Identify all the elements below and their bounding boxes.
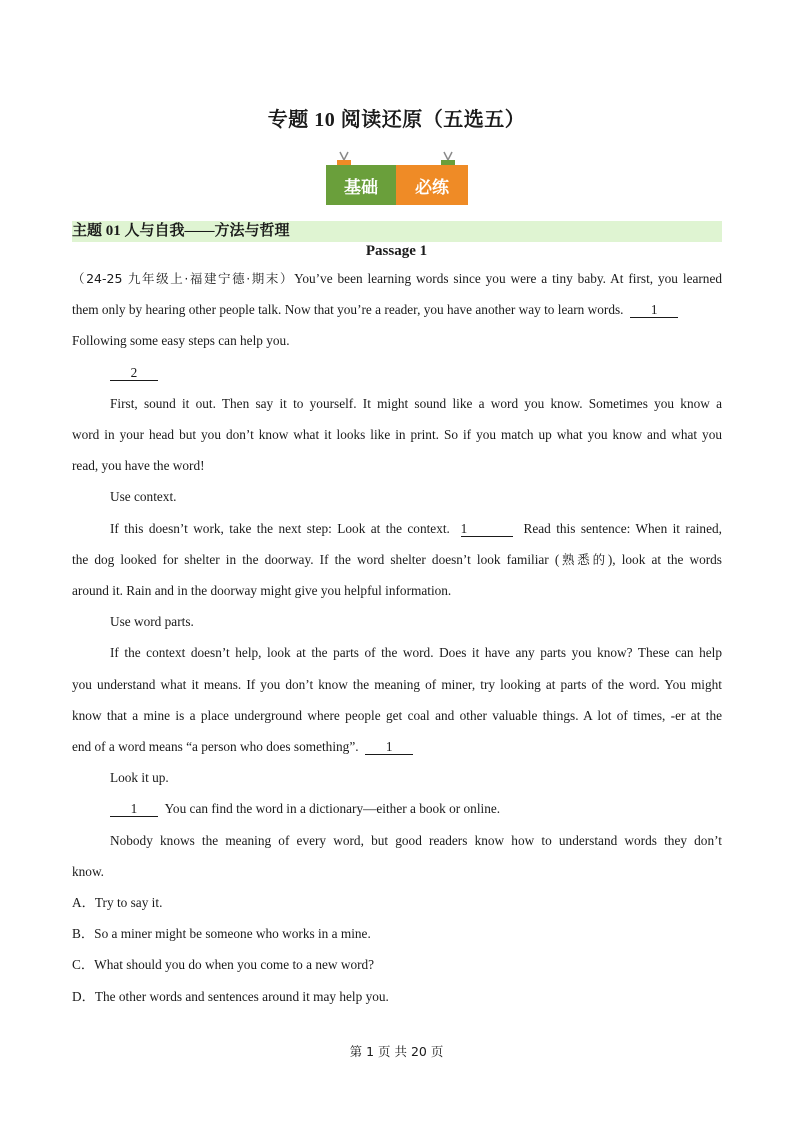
paragraph-line: If the context doesn’t help, look at the parts of the word. Does it have any parts you know? These can help xyxy=(110,645,722,660)
passage-title: Passage 1 xyxy=(365,243,428,259)
subheading: Look it up. xyxy=(110,770,169,785)
paragraph-line: word in your head but you don’t know what it looks like in print. So if you match up what you know and what you xyxy=(72,427,722,442)
paragraph-line: 1 You can find the word in a dictionary—either a book or online. xyxy=(110,799,722,819)
subheading: Use word parts. xyxy=(110,614,194,629)
answer-blank[interactable]: 1 xyxy=(110,801,158,817)
answer-blank[interactable]: 1 xyxy=(461,521,513,537)
paragraph-line: read, you have the word! xyxy=(72,458,205,473)
paragraph-line: Following some easy steps can help you. xyxy=(72,333,290,348)
option-d[interactable]: D．The other words and sentences around it may help you. xyxy=(72,989,389,1004)
paragraph-line xyxy=(110,363,722,383)
answer-blank[interactable]: 1 xyxy=(365,739,413,755)
document-title: 专题 10 阅读还原（五选五） xyxy=(267,109,526,131)
paragraph-line: you understand what it means. If you don’t know the meaning of miner, try looking at parts of the word. You might xyxy=(72,677,722,692)
answer-blank[interactable]: 2 xyxy=(110,365,158,381)
badge-label-basic: 基础 xyxy=(326,165,396,205)
paragraph-line: know. xyxy=(72,864,105,879)
subheading: Use context. xyxy=(110,489,177,504)
paragraph-line: end of a word means “a person who does something”. 1 xyxy=(72,737,722,757)
paragraph-line: the dog looked for shelter in the doorway. If the word shelter doesn’t look familiar (熟悉的), look at the words xyxy=(72,552,722,567)
answer-blank[interactable]: 1 xyxy=(630,302,678,318)
practice-badge xyxy=(326,150,468,206)
paragraph-line: First, sound it out. Then say it to yourself. It might sound like a word you know. Sometimes you know a xyxy=(110,396,722,411)
option-b[interactable]: B．So a miner might be someone who works in a mine. xyxy=(72,926,371,941)
option-a[interactable]: A．Try to say it. xyxy=(72,895,163,910)
badge-label-practice: 必练 xyxy=(396,165,468,205)
topic-heading: 主题 01 人与自我——方法与哲理 xyxy=(72,221,722,242)
page-footer: 第 1 页 共 20 页 xyxy=(349,1044,444,1059)
source-note: （24-25 九年级上·福建宁德·期末） xyxy=(72,271,295,286)
paragraph-line: （24-25 九年级上·福建宁德·期末）You’ve been learning words since you were a tiny baby. At first, you learned xyxy=(72,271,722,286)
option-c[interactable]: C．What should you do when you come to a new word? xyxy=(72,957,375,972)
paragraph-line: Nobody knows the meaning of every word, but good readers know how to understand words they don’t xyxy=(110,833,722,848)
paragraph-line: around it. Rain and in the doorway might give you helpful information. xyxy=(72,583,452,598)
paragraph-line: know that a mine is a place underground where people get coal and other valuable things. A lot of times, -er at the xyxy=(72,708,722,723)
paragraph-line: If this doesn’t work, take the next step: Look at the context. 1 Read this sentence: When it rained, xyxy=(110,521,722,536)
paragraph-line: them only by hearing other people talk. Now that you’re a reader, you have another way to learn words. 1 xyxy=(72,300,722,320)
